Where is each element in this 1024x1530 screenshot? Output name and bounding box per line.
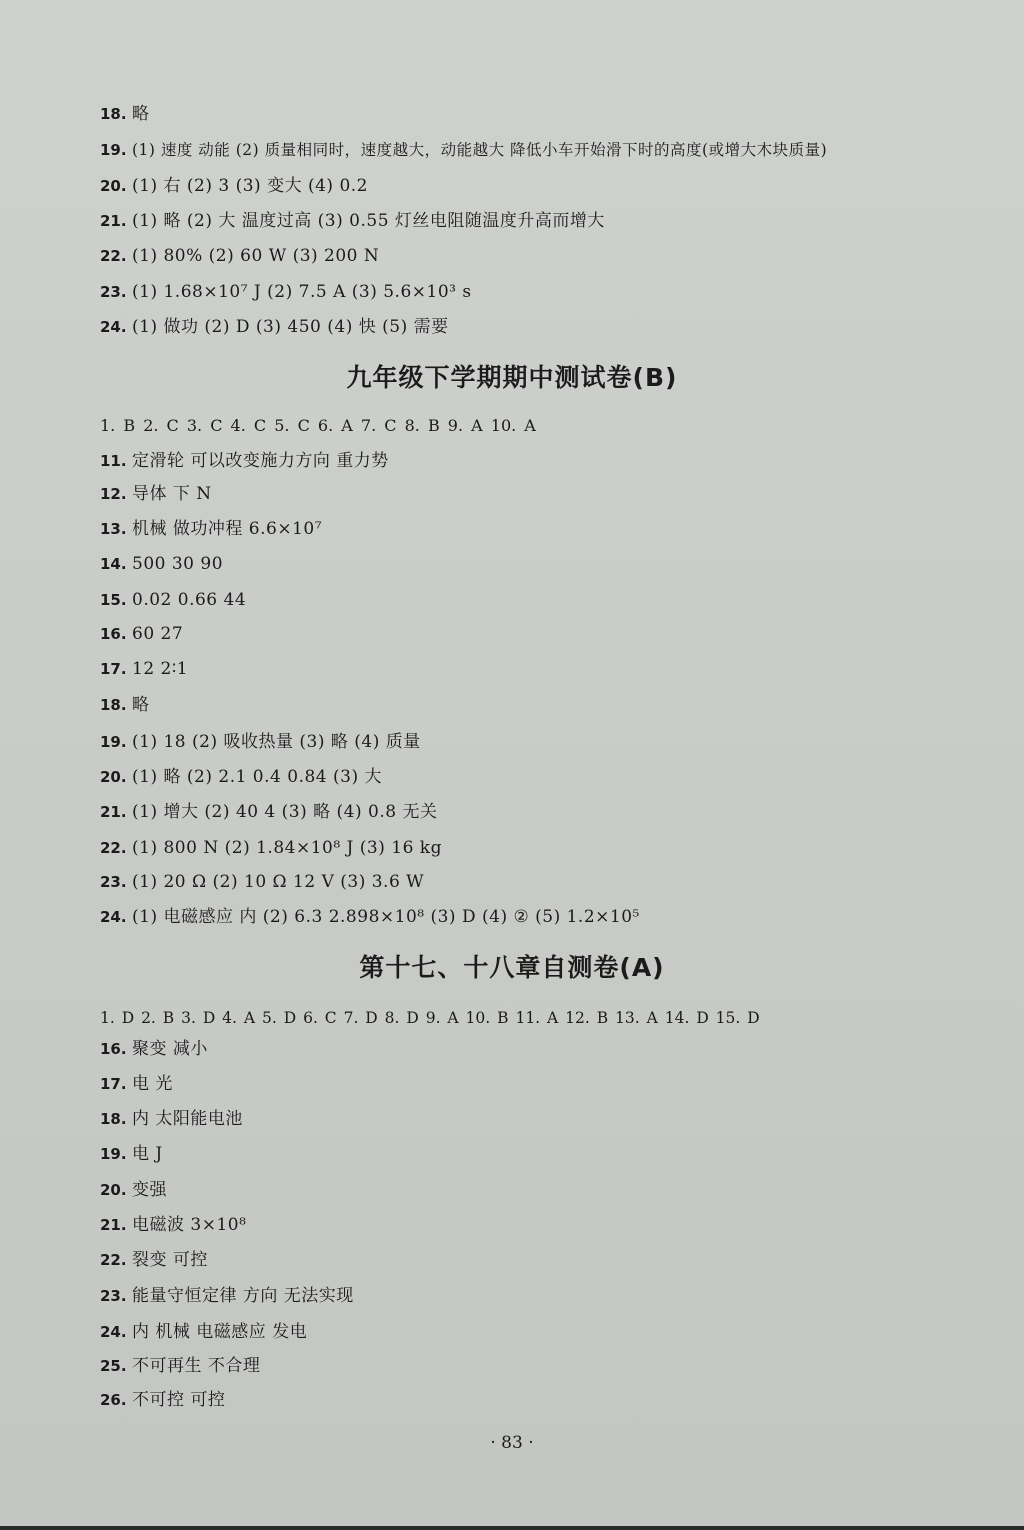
answer-line: 15. 0.02 0.66 44 <box>100 590 247 610</box>
answer-line: 19. (1) 18 (2) 吸收热量 (3) 略 (4) 质量 <box>100 732 421 752</box>
answer-line: 22. (1) 800 N (2) 1.84×10⁸ J (3) 16 kg <box>100 838 442 858</box>
answer-line: 23. 能量守恒定律 方向 无法实现 <box>100 1286 354 1306</box>
answer-line: 16. 60 27 <box>100 624 184 644</box>
answer-line: 20. (1) 略 (2) 2.1 0.4 0.84 (3) 大 <box>100 767 382 787</box>
answer-line: 17. 电 光 <box>100 1074 173 1094</box>
answer-line: 16. 聚变 减小 <box>100 1039 208 1059</box>
answer-line: 19. 电 J <box>100 1144 163 1164</box>
answer-line: 18. 内 太阳能电池 <box>100 1109 243 1129</box>
answer-line: 23. (1) 20 Ω (2) 10 Ω 12 V (3) 3.6 W <box>100 872 425 892</box>
section-title: 第十七、十八章自测卷(A) <box>359 953 665 982</box>
answer-line: 20. (1) 右 (2) 3 (3) 变大 (4) 0.2 <box>100 176 369 196</box>
answer-line: 17. 12 2∶1 <box>100 659 189 679</box>
answer-line: 22. 裂变 可控 <box>100 1250 208 1270</box>
answer-line: 20. 变强 <box>100 1180 167 1200</box>
answer-line: 26. 不可控 可控 <box>100 1390 226 1410</box>
answer-line: 21. (1) 增大 (2) 40 4 (3) 略 (4) 0.8 无关 <box>100 802 438 822</box>
multiple-choice-answers: 1. D 2. B 3. D 4. A 5. D 6. C 7. D 8. D 9. A 10. B 11. A 12. B 13. A 14. D 15. D <box>100 1009 760 1027</box>
answer-line: 24. (1) 电磁感应 内 (2) 6.3 2.898×10⁸ (3) D (4) ② (5) 1.2×10⁵ <box>100 907 640 927</box>
answer-line: 18. 略 <box>100 104 150 124</box>
answer-line: 25. 不可再生 不合理 <box>100 1356 261 1376</box>
multiple-choice-answers: 1. B 2. C 3. C 4. C 5. C 6. A 7. C 8. B 9. A 10. A <box>100 416 536 435</box>
answer-line: 14. 500 30 90 <box>100 554 224 574</box>
answer-line: 22. (1) 80% (2) 60 W (3) 200 N <box>100 246 380 266</box>
answer-line: 18. 略 <box>100 695 150 715</box>
page-number: · 83 · <box>490 1433 534 1453</box>
answer-line: 23. (1) 1.68×10⁷ J (2) 7.5 A (3) 5.6×10³ s <box>100 282 472 302</box>
section-title: 九年级下学期期中测试卷(B) <box>346 363 678 392</box>
answer-line: 21. 电磁波 3×10⁸ <box>100 1215 247 1235</box>
answer-line: 24. 内 机械 电磁感应 发电 <box>100 1322 308 1342</box>
answer-line: 13. 机械 做功冲程 6.6×10⁷ <box>100 519 323 539</box>
answer-line: 21. (1) 略 (2) 大 温度过高 (3) 0.55 灯丝电阻随温度升高而增大 <box>100 211 605 231</box>
answer-line: 11. 定滑轮 可以改变施力方向 重力势 <box>100 451 389 471</box>
answer-line: 12. 导体 下 N <box>100 484 212 504</box>
page-bottom-edge <box>0 1526 1024 1530</box>
answer-line: 24. (1) 做功 (2) D (3) 450 (4) 快 (5) 需要 <box>100 317 449 337</box>
answer-line: 19. (1) 速度 动能 (2) 质量相同时，速度越大，动能越大 降低小车开始滑下时的高度(或增大木块质量) <box>100 141 828 159</box>
